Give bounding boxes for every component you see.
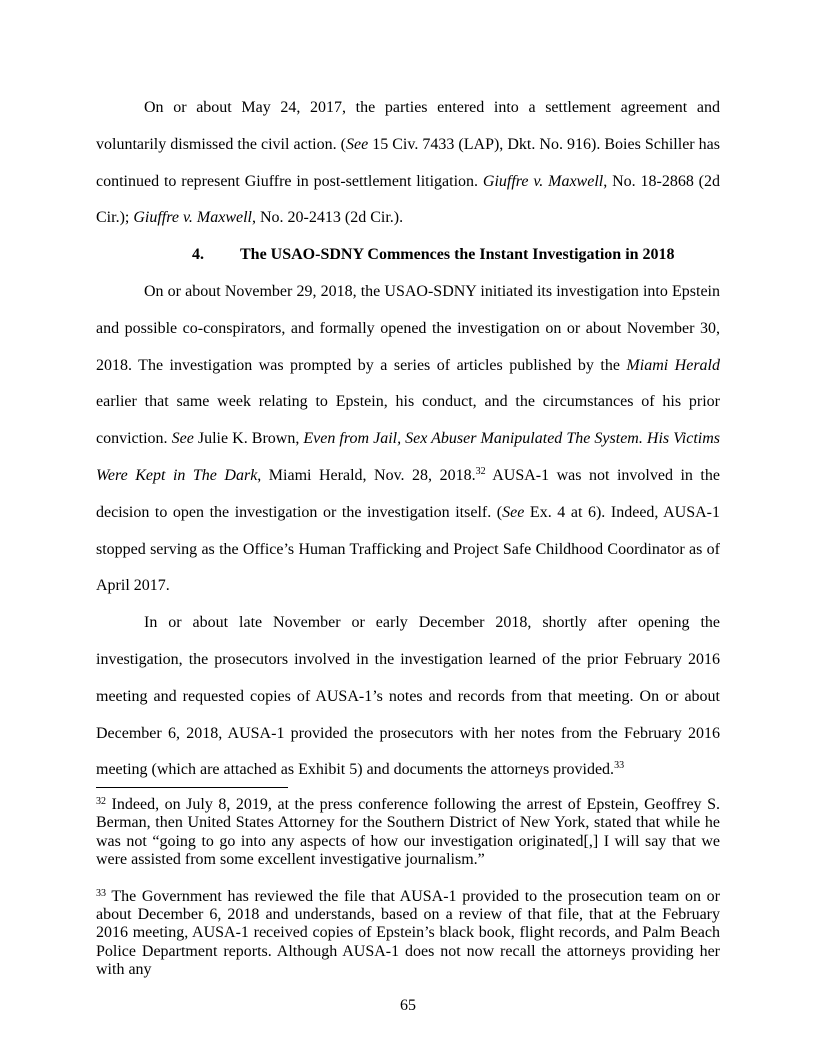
body-text [96, 90, 720, 789]
paragraph-notes: In or about late November or early December 2018, shortly after opening the investigation, the prosecutors involved in the investigation learned of the prior February 2016 meeting and requested copies of AUSA-1’s notes and records from that meeting. On or about December 6, 2018, AUSA-1 provided the prosecutors with her notes from the February 2016 meeting (which are attached as Exhibit 5) and documents the attorneys provided.$^{33}$ [96, 614, 720, 779]
section-title: The USAO-SDNY Commences the Instant Investigation in 2018 [240, 246, 675, 264]
page-number: 65 [400, 997, 416, 1014]
paragraph-settlement: On or about May 24, 2017, the parties entered into a settlement agreement and voluntarily dismissed the civil action. (See 15 Civ. 7433 (LAP), Dkt. No. 916). Boies Schiller has continued to represent Giuffre in post-settlement litigation. Giuffre v. Maxwell, No. 18-2868 (2d Cir.); Giuffre v. Maxwell, No. 20-2413 (2d Cir.). [96, 99, 721, 227]
section-number: 4. [192, 246, 204, 264]
section-heading [96, 237, 720, 274]
paragraph-investigation: On or about November 29, 2018, the USAO-SDNY initiated its investigation into Epstein and possible co-conspirators, and formally opened the investigation on or about November 30, 2018. The investigation was prompted by a series of articles published by the Miami Herald earlier that same week relating to Epstein, his conduct, and the circumstances of his prior conviction. See Julie K. Brown, Even from Jail, Sex Abuser Manipulated The System. His Victims Were Kept in The Dark, Miami Herald, Nov. 28, 2018.32 AUSA-1 was not involved in the decision to open the investigation or the investigation itself. (See Ex. 4 at 6). Indeed, AUSA-1 stopped serving as the Office’s Human Trafficking and Project Safe Childhood Coordinator as of April 2017. [96, 282, 721, 595]
footnote-separator [96, 787, 288, 788]
footnote-33: $^{33}$ The Government has reviewed the file that AUSA-1 provided to the prosecution team on or about December 6, 2018 and understands, based on a review of that file, that at the February 2016 meeting, AUSA-1 received copies of Epstein’s black book, flight records, and Palm Beach Police Department reports. Although AUSA-1 does not now recall the attorneys providing her with any [96, 887, 720, 979]
footnote-ref-32: 32 [475, 465, 486, 477]
footnote-32: $^{32}$ Indeed, on July 8, 2019, at the press conference following the arrest of Epstein, Geoffrey S. Berman, then United States Attorney for the Southern District of New York, stated that while he was not “going to go into any aspects of how our investigation originated[,] I will say that we were assisted from some excellent investigative journalism.” [96, 796, 720, 869]
footnote-ref-33: 33 [614, 760, 625, 772]
footnotes [96, 796, 720, 998]
